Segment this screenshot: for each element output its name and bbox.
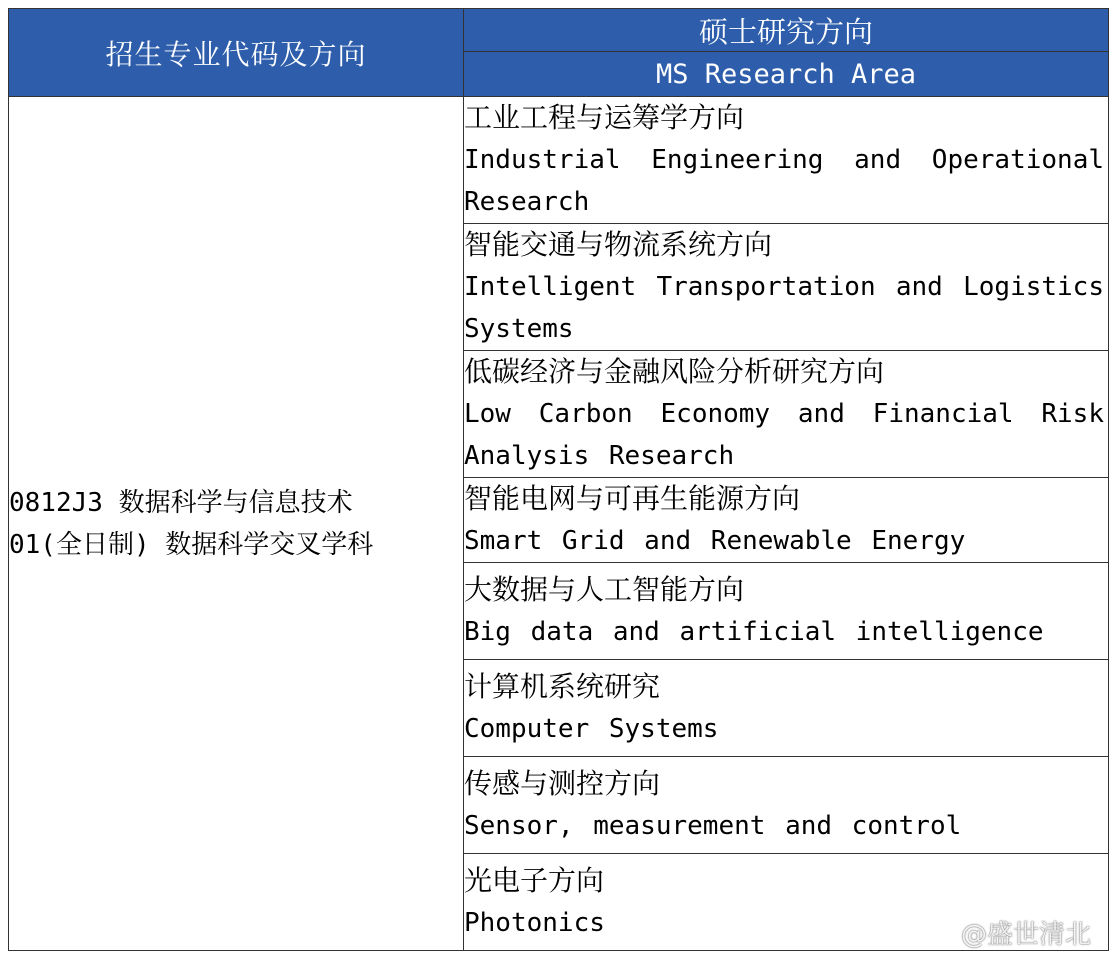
program-cell — [9, 97, 464, 951]
research-area-en: Photonics — [464, 908, 605, 938]
header-program-code: 招生专业代码及方向 — [9, 9, 464, 97]
research-area-cn: 计算机系统研究 — [464, 670, 661, 703]
research-area-en: Industrial Engineering and Operational Research — [464, 145, 1104, 217]
research-area-cell — [464, 478, 1109, 563]
table-row — [9, 97, 1109, 224]
research-area-en: Intelligent Transportation and Logistics Systems — [464, 272, 1104, 344]
cropped-text-strip — [0, 0, 1113, 8]
research-area-en: Computer Systems — [464, 714, 719, 744]
header-research-area-en: MS Research Area — [464, 52, 1109, 97]
program-direction-line: 01(全日制) 数据科学交叉学科 — [9, 529, 374, 560]
research-area-cn: 传感与测控方向 — [464, 767, 661, 800]
research-area-cell — [464, 660, 1109, 757]
program-code-line: 0812J3 数据科学与信息技术 — [9, 487, 353, 518]
research-area-cn: 低碳经济与金融风险分析研究方向 — [464, 355, 885, 388]
research-area-cn: 智能电网与可再生能源方向 — [464, 482, 801, 515]
research-area-cn: 光电子方向 — [464, 864, 605, 897]
research-area-cell — [464, 97, 1109, 224]
research-area-en: Low Carbon Economy and Financial Risk Analysis Research — [464, 399, 1104, 471]
research-area-cn: 智能交通与物流系统方向 — [464, 228, 773, 261]
header-research-area-cn: 硕士研究方向 — [464, 9, 1109, 52]
research-area-en: Big data and artificial intelligence — [464, 617, 1044, 647]
research-area-en: Sensor, measurement and control — [464, 811, 962, 841]
watermark: @盛世清北 — [960, 920, 1091, 950]
header-row — [9, 9, 1109, 52]
research-area-cell — [464, 351, 1109, 478]
research-area-en: Smart Grid and Renewable Energy — [464, 526, 966, 556]
research-area-cell — [464, 757, 1109, 854]
research-area-cell — [464, 224, 1109, 351]
research-area-cn: 大数据与人工智能方向 — [464, 573, 745, 606]
research-area-cn: 工业工程与运筹学方向 — [464, 101, 745, 134]
research-area-table — [8, 8, 1109, 951]
research-area-cell — [464, 563, 1109, 660]
